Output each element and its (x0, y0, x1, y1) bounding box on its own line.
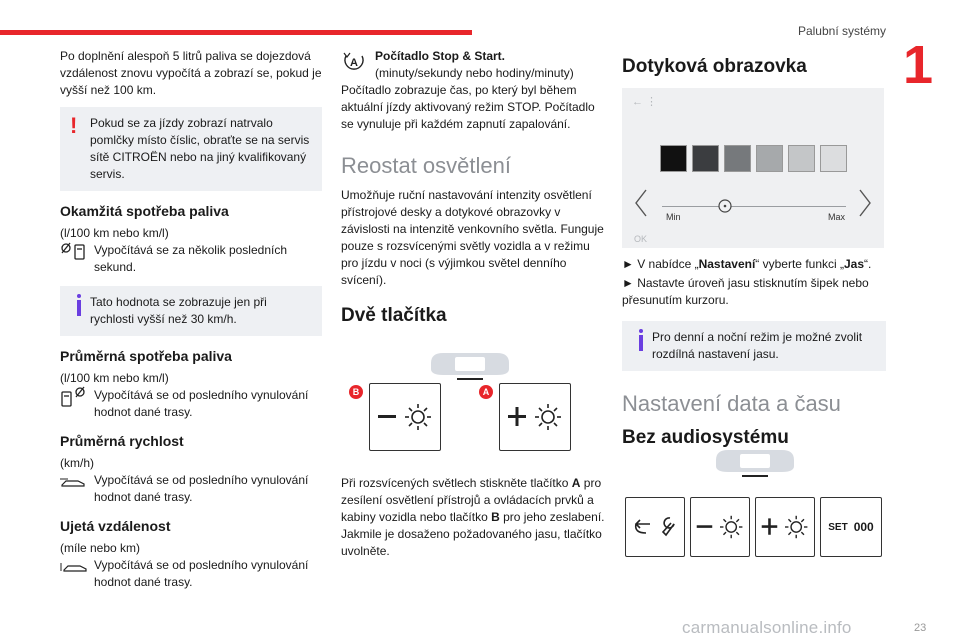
chevron-right-icon[interactable] (858, 188, 872, 218)
brightness-slider-knob[interactable] (717, 198, 733, 214)
swatch-5 (788, 145, 815, 172)
two-buttons-heading: Dvě tlačítka (341, 305, 447, 326)
dimmer-increase-button[interactable] (499, 383, 571, 451)
plus-brightness-icon-2 (760, 513, 810, 541)
set-label: SET (828, 521, 848, 533)
column-3 (622, 48, 886, 457)
swatch-4 (756, 145, 783, 172)
date-time-heading: Nastavení data a času (622, 391, 841, 416)
touchscreen-brightness-screen (622, 88, 884, 248)
chevron-left-icon[interactable] (634, 188, 648, 218)
dashboard-silhouette-icon-2 (712, 446, 798, 478)
rheostat-heading: Reostat osvětlení (341, 153, 511, 178)
touchscreen-heading: Dotyková obrazovka (622, 56, 807, 77)
chapter-number: 1 (903, 35, 934, 95)
dimmer-decrease-button[interactable] (369, 383, 441, 451)
footer-watermark: carmanualsonline.info (682, 618, 852, 637)
rheostat-desc: Umožňuje ruční nastavování intenzity osvětlení přístrojové desky a dotykové obrazovky v závislosti na intenzitě venkovního světla. Funguje pouze s rozsvícenými světly vozidla a v režimu pro jízdu v noci (s výjimkou světel denního svícení). (341, 188, 604, 287)
average-consumption-icon (60, 387, 94, 407)
back-arrow-icon[interactable]: ← ⋮ (632, 96, 658, 108)
average-consumption-heading: Průměrná spotřeba paliva (60, 348, 232, 364)
minus-brightness-icon (376, 402, 434, 432)
brightness-decrease-button[interactable] (690, 497, 750, 557)
column-2 (341, 48, 607, 566)
info-icon (70, 294, 88, 316)
warning-note-line1: Pokud se za jízdy zobrazí natrvalo (90, 116, 273, 130)
ok-button[interactable]: OK (634, 234, 648, 244)
touch-step-1: ► V nabídce „Nastavení“ vyberte funkci „Jas“. (622, 257, 872, 271)
back-settings-button[interactable] (625, 497, 685, 557)
instant-consumption-heading: Okamžitá spotřeba paliva (60, 203, 229, 219)
distance-heading: Ujetá vzdálenost (60, 518, 171, 534)
swatch-6 (820, 145, 847, 172)
two-buttons-desc: Při rozsvícených světlech stiskněte tlačítko A pro zesílení osvětlení přístrojů a ovládacích prvků a kabiny vozidla nebo tlačítko B pro jeho zeslabení. Jakmile je dosaženo požadovaného jasu, tlačítko uvolněte. (341, 476, 605, 558)
slider-min-label: Min (666, 212, 681, 222)
brightness-slider-track[interactable] (662, 206, 846, 207)
distance-desc: Vypočítává se od posledního vynulování hodnot dané trasy. (94, 558, 309, 589)
average-consumption-desc: Vypočítává se od posledního vynulování hodnot dané trasy. (94, 388, 309, 419)
speed-car-icon (60, 472, 94, 492)
swatch-2 (692, 145, 719, 172)
info-note-day-night (622, 321, 886, 371)
dashboard-silhouette-icon (427, 349, 513, 381)
touch-step-2: ► Nastavte úroveň jasu stisknutím šipek nebo přesunutím kurzoru. (622, 276, 869, 307)
no-audio-heading: Bez audiosystému (622, 427, 789, 448)
page-number: 23 (914, 622, 927, 634)
average-consumption-unit: (l/100 km nebo km/l) (60, 371, 169, 385)
average-speed-desc: Vypočítává se od posledního vynulování hodnot dané trasy. (94, 473, 309, 504)
stop-start-units: (minuty/sekundy nebo hodiny/minuty) (375, 66, 574, 80)
header-title: Palubní systémy (797, 24, 886, 38)
average-speed-unit: (km/h) (60, 456, 94, 470)
info-note-speed-text: Tato hodnota se zobrazuje jen při rychlosti vyšší než 30 km/h. (90, 295, 267, 326)
slider-max-label: Max (828, 212, 846, 222)
stop-start-desc: Počítadlo zobrazuje čas, po který byl během aktuální jízdy aktivovaný režim STOP. Počítadlo se vynuluje při každém zapnutí zapalování. (341, 83, 595, 131)
header-accent-bar (0, 30, 472, 35)
info-note-speed (60, 286, 322, 336)
tag-b: B (349, 385, 363, 399)
return-wrench-icon (632, 515, 678, 539)
info-icon (632, 329, 650, 351)
average-speed-heading: Průměrná rychlost (60, 433, 184, 449)
warning-note (60, 107, 322, 191)
warning-note-rest: pomlčky místo číslic, obraťte se na servis sítě CITROËN nebo na jiný kvalifikovaný servis. (90, 133, 310, 181)
warning-icon: ! (70, 113, 78, 138)
range-intro: Po doplnění alespoň 5 litrů paliva se dojezdová vzdálenost znovu vypočítá a zobrazí se, pokud je vyšší než 100 km. (60, 49, 322, 97)
stop-start-icon (341, 48, 375, 82)
distance-car-icon (60, 557, 94, 577)
swatch-3 (724, 145, 751, 172)
set-button[interactable] (820, 497, 882, 557)
brightness-increase-button[interactable] (755, 497, 815, 557)
swatch-1 (660, 145, 687, 172)
minus-brightness-icon-2 (695, 513, 745, 541)
buttons-illustration (341, 335, 607, 461)
instant-consumption-unit: (l/100 km nebo km/l) (60, 226, 169, 240)
plus-brightness-icon (506, 402, 564, 432)
tag-a: A (479, 385, 493, 399)
info-note-day-night-text: Pro denní a noční režim je možné zvolit rozdílná nastavení jasu. (652, 330, 863, 361)
stop-start-title: Počítadlo Stop & Start. (375, 49, 506, 63)
instant-consumption-desc: Vypočítává se za několik posledních sekund. (94, 243, 288, 274)
distance-unit: (míle nebo km) (60, 541, 141, 555)
set-digits: 000 (853, 520, 874, 534)
svg-text:A: A (350, 57, 358, 69)
instant-consumption-icon (60, 242, 94, 262)
column-1 (60, 48, 322, 597)
